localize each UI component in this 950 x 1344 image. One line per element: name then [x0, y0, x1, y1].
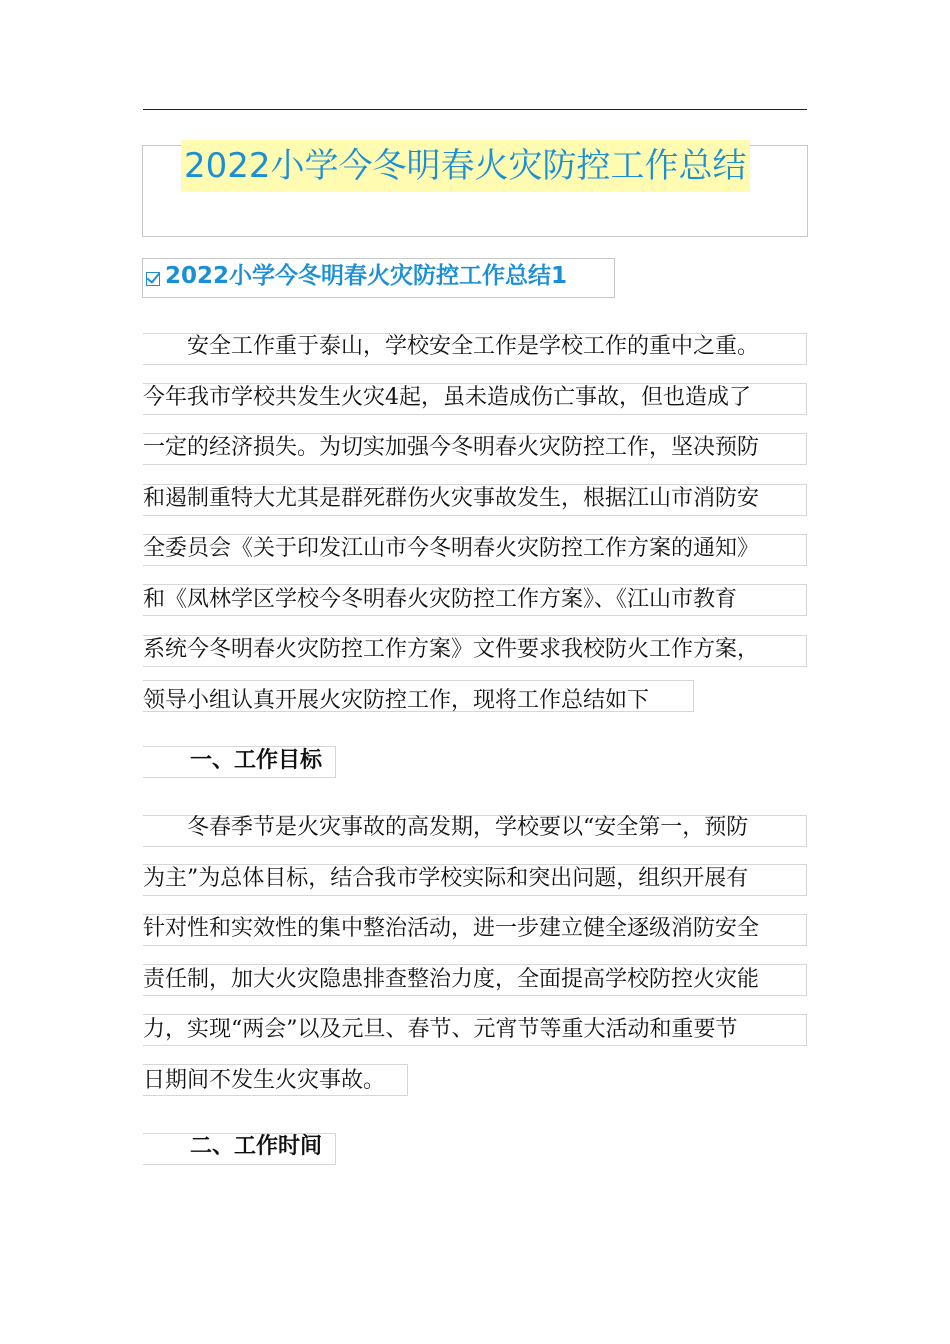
paragraph-goal: [143, 803, 807, 1106]
text-line: 全委员会《关于印发江山市今冬明春火灾防控工作方案的通知》: [143, 536, 760, 561]
text-line: 一定的经济损失。为切实加强今冬明春火灾防控工作，坚决预防: [143, 435, 760, 460]
text-line: 和遏制重特大尤其是群死群伤火灾事故发生，根据江山市消防安: [143, 485, 760, 511]
paragraph-intro: [143, 322, 807, 726]
text-line: 和《凤林学区学校今冬明春火灾防控工作方案》、《江山市教育: [143, 586, 738, 612]
text-line: 为主”为总体目标，结合我市学校实际和突出问题，组织开展有: [143, 865, 749, 891]
checkbox-icon: [146, 272, 160, 286]
text-line: 系统今冬明春火灾防控工作方案》文件要求我校防火工作方案，: [143, 637, 760, 662]
text-line: 针对性和实效性的集中整治活动，进一步建立健全逐级消防安全: [143, 916, 760, 941]
text-line: 领导小组认真开展火灾防控工作，现将工作总结如下: [143, 687, 650, 713]
text-line: 冬春季节是火灾事故的高发期，学校要以“安全第一，预防: [187, 815, 749, 840]
text-line: 力，实现“两会”以及元旦、春节、元宵节等重大活动和重要节: [143, 1017, 738, 1042]
text-line: 日期间不发生火灾事故。: [143, 1067, 386, 1093]
text-line: 今年我市学校共发生火灾4起，虽未造成伤亡事故，但也造成了: [143, 384, 751, 410]
text-line: 安全工作重于泰山，学校安全工作是学校工作的重中之重。: [187, 334, 760, 359]
heading-work-time: 二、工作时间: [190, 1134, 323, 1159]
top-rule: [143, 109, 807, 110]
text-line: 责任制，加大火灾隐患排查整治力度，全面提高学校防控火灾能: [143, 966, 760, 992]
section-subtitle: 2022小学今冬明春火灾防控工作总结1: [165, 263, 568, 289]
heading-work-goal: 一、工作目标: [190, 748, 323, 773]
page-title: 2022小学今冬明春火灾防控工作总结: [181, 140, 750, 192]
